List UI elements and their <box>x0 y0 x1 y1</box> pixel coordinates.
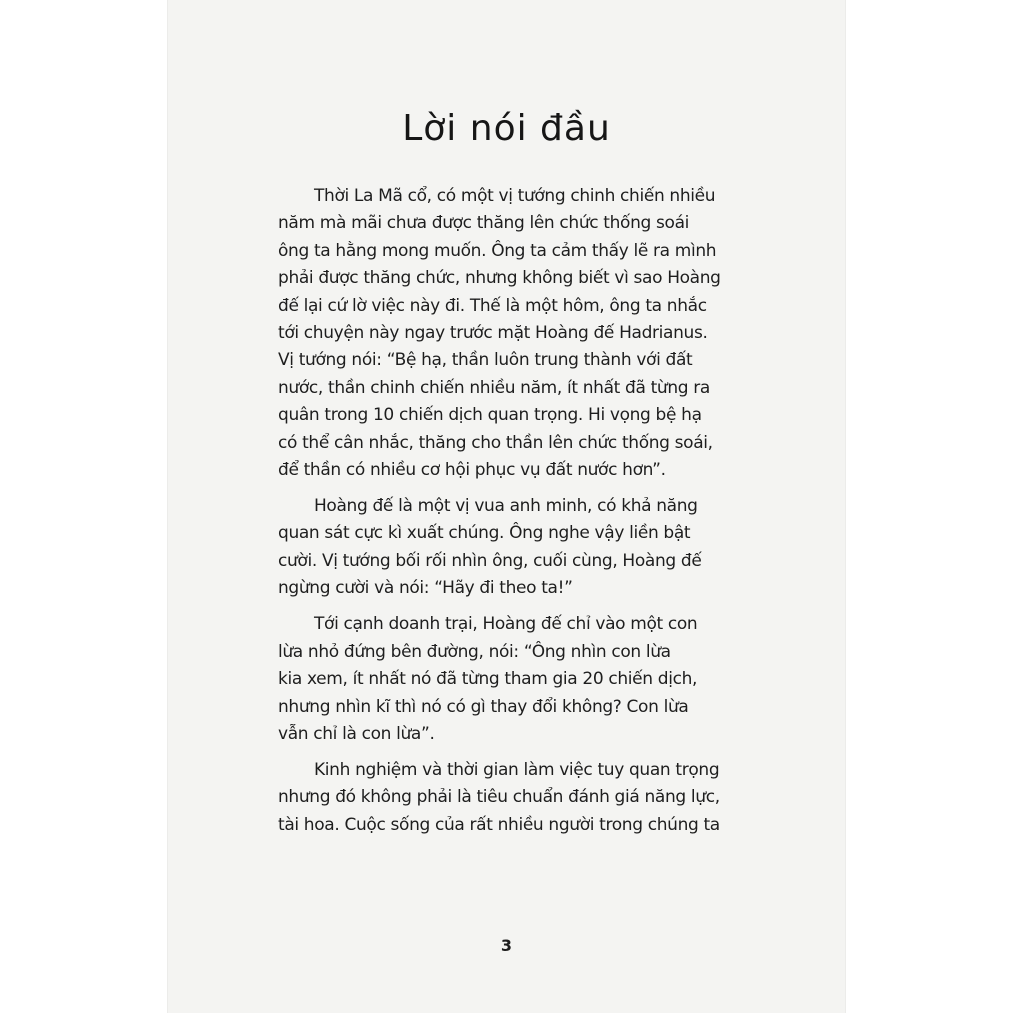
text-line: nhưng nhìn kĩ thì nó có gì thay đổi không? Con lừa <box>278 696 689 717</box>
book-page <box>168 0 845 1013</box>
paragraph-3 <box>278 611 736 748</box>
text-line: quân trong 10 chiến dịch quan trọng. Hi vọng bệ hạ <box>278 405 702 426</box>
text-line: tới chuyện này ngay trước mặt Hoàng đế Hadrianus. <box>278 323 708 344</box>
text-line: để thần có nhiều cơ hội phục vụ đất nước hơn”. <box>278 460 666 481</box>
text-line: quan sát cực kì xuất chúng. Ông nghe vậy liền bật <box>278 523 691 544</box>
paragraph-2 <box>278 493 736 603</box>
body-text <box>278 183 736 848</box>
text-line: đế lại cứ lờ việc này đi. Thế là một hôm, ông ta nhắc <box>278 295 707 316</box>
text-line: năm mà mãi chưa được thăng lên chức thống soái <box>278 213 690 234</box>
text-line: nhưng đó không phải là tiêu chuẩn đánh giá năng lực, <box>278 787 720 808</box>
text-line: nước, thần chinh chiến nhiều năm, ít nhất đã từng ra <box>278 377 710 398</box>
text-line: Kinh nghiệm và thời gian làm việc tuy quan trọng <box>314 759 720 780</box>
page-number: 3 <box>500 936 513 955</box>
text-line: kia xem, ít nhất nó đã từng tham gia 20 chiến dịch, <box>278 669 698 690</box>
text-line: vẫn chỉ là con lừa”. <box>278 723 435 744</box>
paragraph-1 <box>278 183 736 484</box>
chapter-title: Lời nói đầu <box>402 108 611 149</box>
text-line: lừa nhỏ đứng bên đường, nói: “Ông nhìn con lừa <box>278 641 671 662</box>
paragraph-4 <box>278 757 736 839</box>
text-line: ngừng cười và nói: “Hãy đi theo ta!” <box>278 578 573 599</box>
text-line: Vị tướng nói: “Bệ hạ, thần luôn trung thành với đất <box>278 350 693 371</box>
text-line: có thể cân nhắc, thăng cho thần lên chức thống soái, <box>278 432 713 453</box>
text-line: Tới cạnh doanh trại, Hoàng đế chỉ vào một con <box>314 614 698 635</box>
text-line: cười. Vị tướng bối rối nhìn ông, cuối cùng, Hoàng đế <box>278 550 702 571</box>
text-line: phải được thăng chức, nhưng không biết vì sao Hoàng <box>278 268 721 289</box>
text-line: ông ta hằng mong muốn. Ông ta cảm thấy lẽ ra mình <box>278 240 717 261</box>
text-line: tài hoa. Cuộc sống của rất nhiều người trong chúng ta <box>278 814 720 835</box>
text-line: Thời La Mã cổ, có một vị tướng chinh chiến nhiều <box>314 186 716 206</box>
text-line: Hoàng đế là một vị vua anh minh, có khả năng <box>314 496 698 517</box>
